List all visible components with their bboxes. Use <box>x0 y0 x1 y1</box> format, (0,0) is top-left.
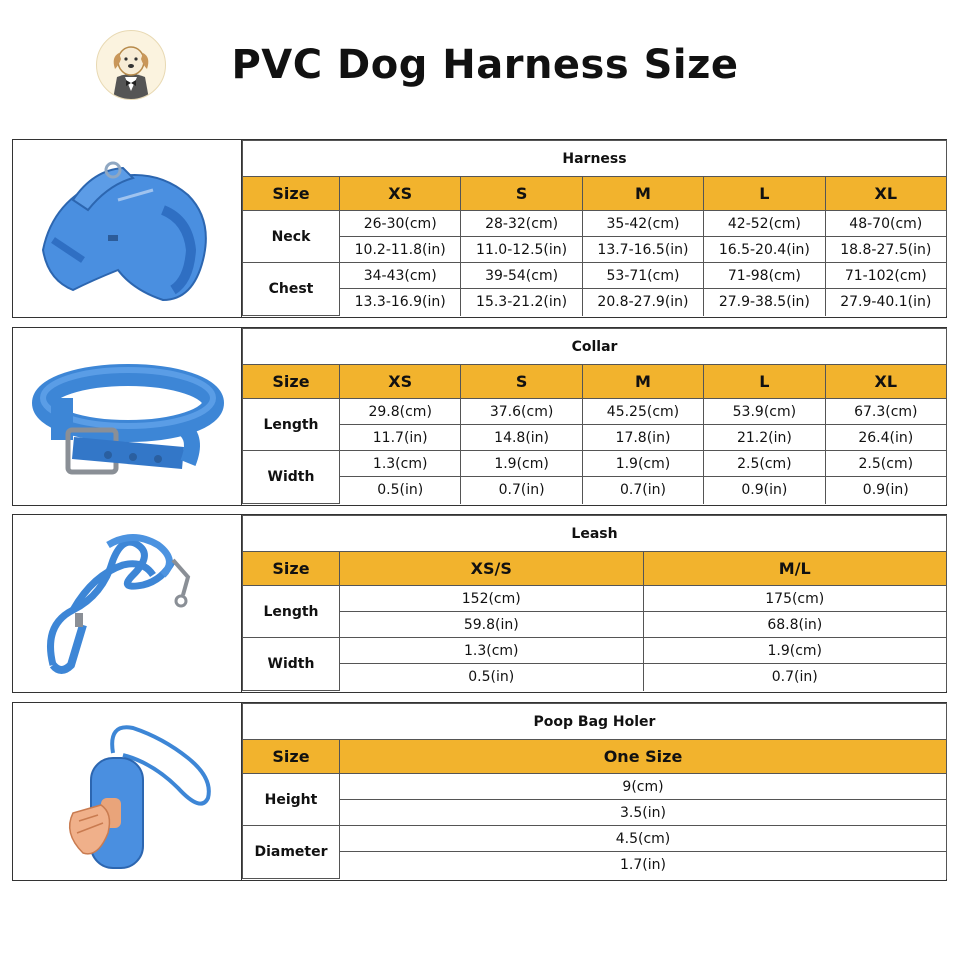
table-cell: 21.2(in) <box>704 425 825 451</box>
table-cell: 27.9-38.5(in) <box>704 289 825 316</box>
size-l: L <box>704 177 825 211</box>
table-cell: 34-43(cm) <box>340 263 461 289</box>
size-header: Size <box>243 177 340 211</box>
table-cell: 26-30(cm) <box>340 211 461 237</box>
harness-section <box>12 139 947 318</box>
table-cell: 67.3(cm) <box>825 399 946 425</box>
table-cell: 39-54(cm) <box>461 263 582 289</box>
table-cell: 59.8(in) <box>340 612 644 638</box>
table-cell: 0.7(in) <box>461 477 582 504</box>
collar-section <box>12 327 947 506</box>
table-cell: 71-102(cm) <box>825 263 946 289</box>
section-title: Leash <box>243 516 947 552</box>
section-title: Harness <box>243 141 947 177</box>
table-cell: 15.3-21.2(in) <box>461 289 582 316</box>
table-cell: 2.5(cm) <box>825 451 946 477</box>
table-cell: 68.8(in) <box>643 612 947 638</box>
table-cell: 0.5(in) <box>340 664 644 691</box>
size-header: Size <box>243 552 340 586</box>
table-cell: 1.9(cm) <box>461 451 582 477</box>
table-cell: 0.9(in) <box>704 477 825 504</box>
row-label-width: Width <box>243 451 340 504</box>
size-l: L <box>704 365 825 399</box>
table-cell: 10.2-11.8(in) <box>340 237 461 263</box>
poop-bag-table <box>242 703 947 879</box>
table-cell: 28-32(cm) <box>461 211 582 237</box>
table-cell: 152(cm) <box>340 586 644 612</box>
collar-table <box>242 328 947 504</box>
table-cell: 1.9(cm) <box>582 451 703 477</box>
size-xs: XS <box>340 177 461 211</box>
table-cell: 1.3(cm) <box>340 638 644 664</box>
leash-section <box>12 514 947 693</box>
row-label-height: Height <box>243 774 340 826</box>
table-cell: 11.0-12.5(in) <box>461 237 582 263</box>
table-cell: 18.8-27.5(in) <box>825 237 946 263</box>
table-cell: 2.5(cm) <box>704 451 825 477</box>
size-s: S <box>461 365 582 399</box>
harness-table <box>242 140 947 316</box>
table-cell: 14.8(in) <box>461 425 582 451</box>
table-cell: 35-42(cm) <box>582 211 703 237</box>
row-label-diameter: Diameter <box>243 826 340 879</box>
header <box>0 0 960 130</box>
table-cell: 42-52(cm) <box>704 211 825 237</box>
section-title: Poop Bag Holer <box>243 704 947 740</box>
table-cell: 37.6(cm) <box>461 399 582 425</box>
size-s: S <box>461 177 582 211</box>
collar-image <box>13 328 242 505</box>
size-xs: XS <box>340 365 461 399</box>
page-title: PVC Dog Harness Size <box>231 42 739 88</box>
row-label-neck: Neck <box>243 211 340 263</box>
size-xl: XL <box>825 365 946 399</box>
table-cell: 29.8(cm) <box>340 399 461 425</box>
table-cell: 53.9(cm) <box>704 399 825 425</box>
poop-bag-holder-image <box>13 703 242 880</box>
row-label-chest: Chest <box>243 263 340 316</box>
leash-table <box>242 515 947 691</box>
row-label-length: Length <box>243 399 340 451</box>
table-cell: 9(cm) <box>340 774 947 800</box>
table-cell: 17.8(in) <box>582 425 703 451</box>
table-cell: 11.7(in) <box>340 425 461 451</box>
table-cell: 4.5(cm) <box>340 826 947 852</box>
table-cell: 0.5(in) <box>340 477 461 504</box>
table-cell: 53-71(cm) <box>582 263 703 289</box>
size-xs-s: XS/S <box>340 552 644 586</box>
table-cell: 71-98(cm) <box>704 263 825 289</box>
section-title: Collar <box>243 329 947 365</box>
table-cell: 48-70(cm) <box>825 211 946 237</box>
size-m: M <box>582 365 703 399</box>
table-cell: 0.7(in) <box>643 664 947 691</box>
table-cell: 45.25(cm) <box>582 399 703 425</box>
table-cell: 16.5-20.4(in) <box>704 237 825 263</box>
leash-image <box>13 515 242 692</box>
size-xl: XL <box>825 177 946 211</box>
table-cell: 0.7(in) <box>582 477 703 504</box>
size-header: Size <box>243 740 340 774</box>
size-m-l: M/L <box>643 552 947 586</box>
dog-in-tuxedo-icon <box>96 30 166 100</box>
row-label-length: Length <box>243 586 340 638</box>
size-header: Size <box>243 365 340 399</box>
table-cell: 26.4(in) <box>825 425 946 451</box>
harness-image <box>13 140 242 317</box>
table-cell: 1.9(cm) <box>643 638 947 664</box>
table-cell: 1.7(in) <box>340 852 947 879</box>
table-cell: 3.5(in) <box>340 800 947 826</box>
table-cell: 0.9(in) <box>825 477 946 504</box>
table-cell: 175(cm) <box>643 586 947 612</box>
poop-bag-section <box>12 702 947 881</box>
table-cell: 27.9-40.1(in) <box>825 289 946 316</box>
table-cell: 20.8-27.9(in) <box>582 289 703 316</box>
row-label-width: Width <box>243 638 340 691</box>
size-m: M <box>582 177 703 211</box>
table-cell: 13.3-16.9(in) <box>340 289 461 316</box>
size-one-size: One Size <box>340 740 947 774</box>
table-cell: 1.3(cm) <box>340 451 461 477</box>
table-cell: 13.7-16.5(in) <box>582 237 703 263</box>
